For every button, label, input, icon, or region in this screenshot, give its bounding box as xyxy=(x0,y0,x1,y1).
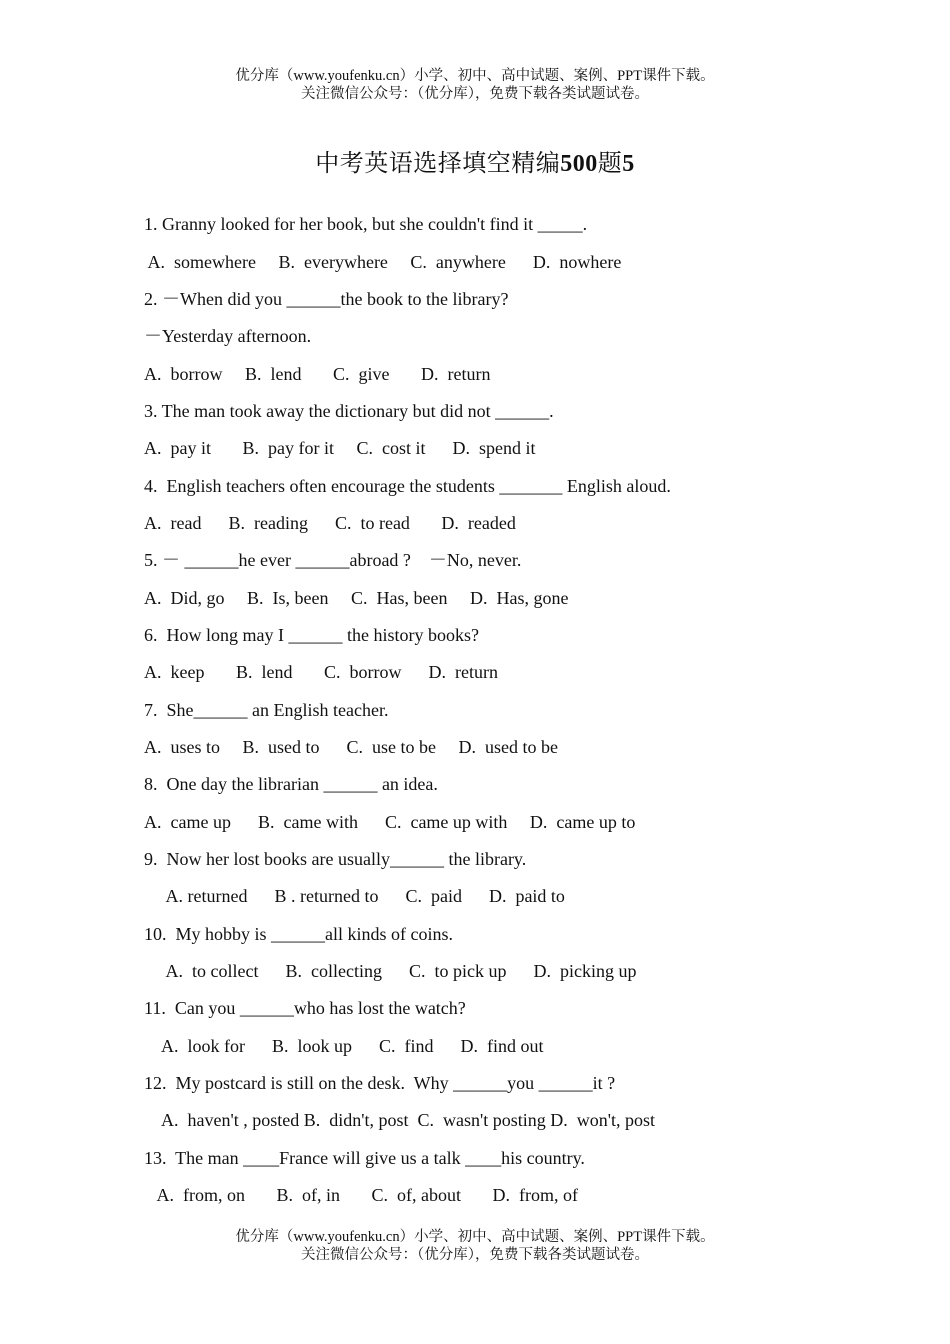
options-5: A. Did, go B. Is, been C. Has, been D. Has, gone xyxy=(144,588,569,608)
title-number: 500 xyxy=(560,151,598,177)
question-6: 6. How long may I ______ the history books? xyxy=(144,625,479,645)
options-8: A. came up B. came with C. came up with D. came up to xyxy=(144,812,636,832)
answer-2: －Yesterday afternoon. xyxy=(144,326,312,346)
question-3: 3. The man took away the dictionary but did not ______. xyxy=(144,401,554,421)
page-footer xyxy=(0,1228,950,1264)
page-title xyxy=(0,143,950,178)
question-2: 2. －When did you ______the book to the library? xyxy=(144,289,509,309)
options-7: A. uses to B. used to C. use to be D. used to be xyxy=(144,737,558,757)
title-suffix: 5 xyxy=(622,151,635,177)
options-12: A. haven't , posted B. didn't, post C. wasn't posting D. won't, post xyxy=(144,1110,655,1130)
options-4: A. read B. reading C. to read D. readed xyxy=(144,513,516,533)
header-line-1: 优分库（www.youfenku.cn）小学、初中、高中试题、案例、PPT课件下载。 xyxy=(235,68,715,84)
options-3: A. pay it B. pay for it C. cost it D. spend it xyxy=(144,438,536,458)
footer-line-2: 关注微信公众号：（优分库），免费下载各类试题试卷。 xyxy=(301,1247,649,1263)
question-5: 5. － ______he ever ______abroad ? －No, never. xyxy=(144,550,522,570)
options-1: A. somewhere B. everywhere C. anywhere D. nowhere xyxy=(144,252,622,272)
header-line-2: 关注微信公众号：（优分库），免费下载各类试题试卷。 xyxy=(301,86,649,102)
question-10: 10. My hobby is ______all kinds of coins. xyxy=(144,924,453,944)
question-9: 9. Now her lost books are usually______ the library. xyxy=(144,849,527,869)
question-4: 4. English teachers often encourage the students _______ English aloud. xyxy=(144,476,671,496)
options-11: A. look for B. look up C. find D. find out xyxy=(144,1036,544,1056)
options-9: A. returned B . returned to C. paid D. paid to xyxy=(144,886,565,906)
options-13: A. from, on B. of, in C. of, about D. from, of xyxy=(144,1185,578,1205)
question-8: 8. One day the librarian ______ an idea. xyxy=(144,774,438,794)
question-13: 13. The man ____France will give us a talk ____his country. xyxy=(144,1148,585,1168)
page-header xyxy=(0,67,950,103)
options-2: A. borrow B. lend C. give D. return xyxy=(144,364,491,384)
options-10: A. to collect B. collecting C. to pick up D. picking up xyxy=(144,961,637,981)
question-11: 11. Can you ______who has lost the watch? xyxy=(144,998,466,1018)
question-7: 7. She______ an English teacher. xyxy=(144,700,389,720)
footer-line-1: 优分库（www.youfenku.cn）小学、初中、高中试题、案例、PPT课件下载。 xyxy=(235,1229,715,1245)
title-prefix: 中考英语选择填空精编 xyxy=(315,151,561,177)
question-1: 1. Granny looked for her book, but she couldn't find it _____. xyxy=(144,214,588,234)
options-6: A. keep B. lend C. borrow D. return xyxy=(144,662,498,682)
title-mid: 题 xyxy=(597,151,623,177)
question-12: 12. My postcard is still on the desk. Why ______you ______it ? xyxy=(144,1073,616,1093)
